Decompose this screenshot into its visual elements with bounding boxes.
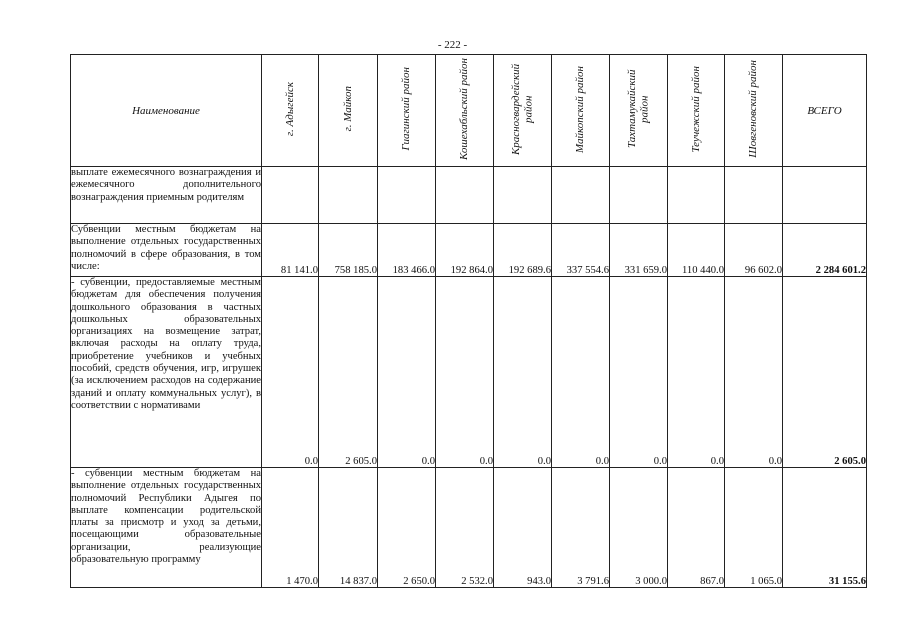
table-row bbox=[71, 468, 867, 588]
row-value bbox=[552, 167, 610, 224]
header-col-maykop-city: г. Майкоп bbox=[319, 55, 378, 167]
header-total: ВСЕГО bbox=[783, 55, 867, 167]
row-value: 0.0 bbox=[262, 277, 319, 468]
row-value: 0.0 bbox=[610, 277, 668, 468]
row-value: 2 650.0 bbox=[378, 468, 436, 588]
row-value: 3 000.0 bbox=[610, 468, 668, 588]
row-value: 1 065.0 bbox=[725, 468, 783, 588]
row-value: 81 141.0 bbox=[262, 224, 319, 277]
row-total: 2 284 601.2 bbox=[783, 224, 867, 277]
row-value: 758 185.0 bbox=[319, 224, 378, 277]
row-value: 0.0 bbox=[552, 277, 610, 468]
header-col-krasnogvardeysky: Красногвардейский район bbox=[494, 55, 552, 167]
row-value bbox=[668, 167, 725, 224]
row-value: 192 864.0 bbox=[436, 224, 494, 277]
page-number: - 222 - bbox=[437, 39, 468, 51]
header-col-takhtamukaysky: Тахтамукайский район bbox=[610, 55, 668, 167]
row-value: 3 791.6 bbox=[552, 468, 610, 588]
row-name: Субвенции местным бюджетам на выполнение отдельных государственных полномочий в сфере образования, в том числе: bbox=[71, 224, 262, 277]
row-value: 0.0 bbox=[378, 277, 436, 468]
header-col-adygeysk: г. Адыгейск bbox=[262, 55, 319, 167]
row-total bbox=[783, 167, 867, 224]
header-col-maykopsky: Майкопский район bbox=[552, 55, 610, 167]
budget-table bbox=[70, 54, 867, 588]
row-total: 31 155.6 bbox=[783, 468, 867, 588]
table-row bbox=[71, 277, 867, 468]
row-value: 943.0 bbox=[494, 468, 552, 588]
row-value: 0.0 bbox=[494, 277, 552, 468]
row-value bbox=[725, 167, 783, 224]
header-row bbox=[71, 55, 867, 167]
row-value: 867.0 bbox=[668, 468, 725, 588]
row-value bbox=[262, 167, 319, 224]
row-value: 2 532.0 bbox=[436, 468, 494, 588]
table-row bbox=[71, 224, 867, 277]
row-total: 2 605.0 bbox=[783, 277, 867, 468]
header-col-shovgenovsky: Шовгеновский район bbox=[725, 55, 783, 167]
header-name: Наименование bbox=[71, 55, 262, 167]
table-row bbox=[71, 167, 867, 224]
row-value: 110 440.0 bbox=[668, 224, 725, 277]
row-name: - субвенции местным бюджетам на выполнение отдельных государственных полномочий Республики Адыгея по выплате компенсации родительской платы за присмотр и уход за детьми, посещающими образовательные организации, реализующие образовательную программу bbox=[71, 468, 262, 588]
row-name: - субвенции, предоставляемые местным бюджетам для обеспечения получения дошкольного образования в частных дошкольных образовательных организациях на возмещение затрат, включая расходы на оплату труда, приобретение учебников и учебных пособий, средств обучения, игр, игрушек (за исключением расходов на содержание зданий и оплату коммунальных услуг), в соответствии с нормативами bbox=[71, 277, 262, 468]
row-value: 96 602.0 bbox=[725, 224, 783, 277]
row-value: 2 605.0 bbox=[319, 277, 378, 468]
row-value bbox=[436, 167, 494, 224]
row-value bbox=[494, 167, 552, 224]
row-value: 0.0 bbox=[668, 277, 725, 468]
row-value: 192 689.6 bbox=[494, 224, 552, 277]
header-col-teuchezhsky: Теучежский район bbox=[668, 55, 725, 167]
row-value bbox=[378, 167, 436, 224]
header-col-koshekhablsky: Кошехабльский район bbox=[436, 55, 494, 167]
row-value: 337 554.6 bbox=[552, 224, 610, 277]
row-value: 14 837.0 bbox=[319, 468, 378, 588]
row-value: 0.0 bbox=[725, 277, 783, 468]
row-value: 1 470.0 bbox=[262, 468, 319, 588]
header-col-giaginsky: Гиагинский район bbox=[378, 55, 436, 167]
row-value: 183 466.0 bbox=[378, 224, 436, 277]
row-value bbox=[319, 167, 378, 224]
row-value: 0.0 bbox=[436, 277, 494, 468]
row-value: 331 659.0 bbox=[610, 224, 668, 277]
row-value bbox=[610, 167, 668, 224]
row-name: выплате ежемесячного вознаграждения и ежемесячного дополнительного вознаграждения приемным родителям bbox=[71, 167, 262, 224]
